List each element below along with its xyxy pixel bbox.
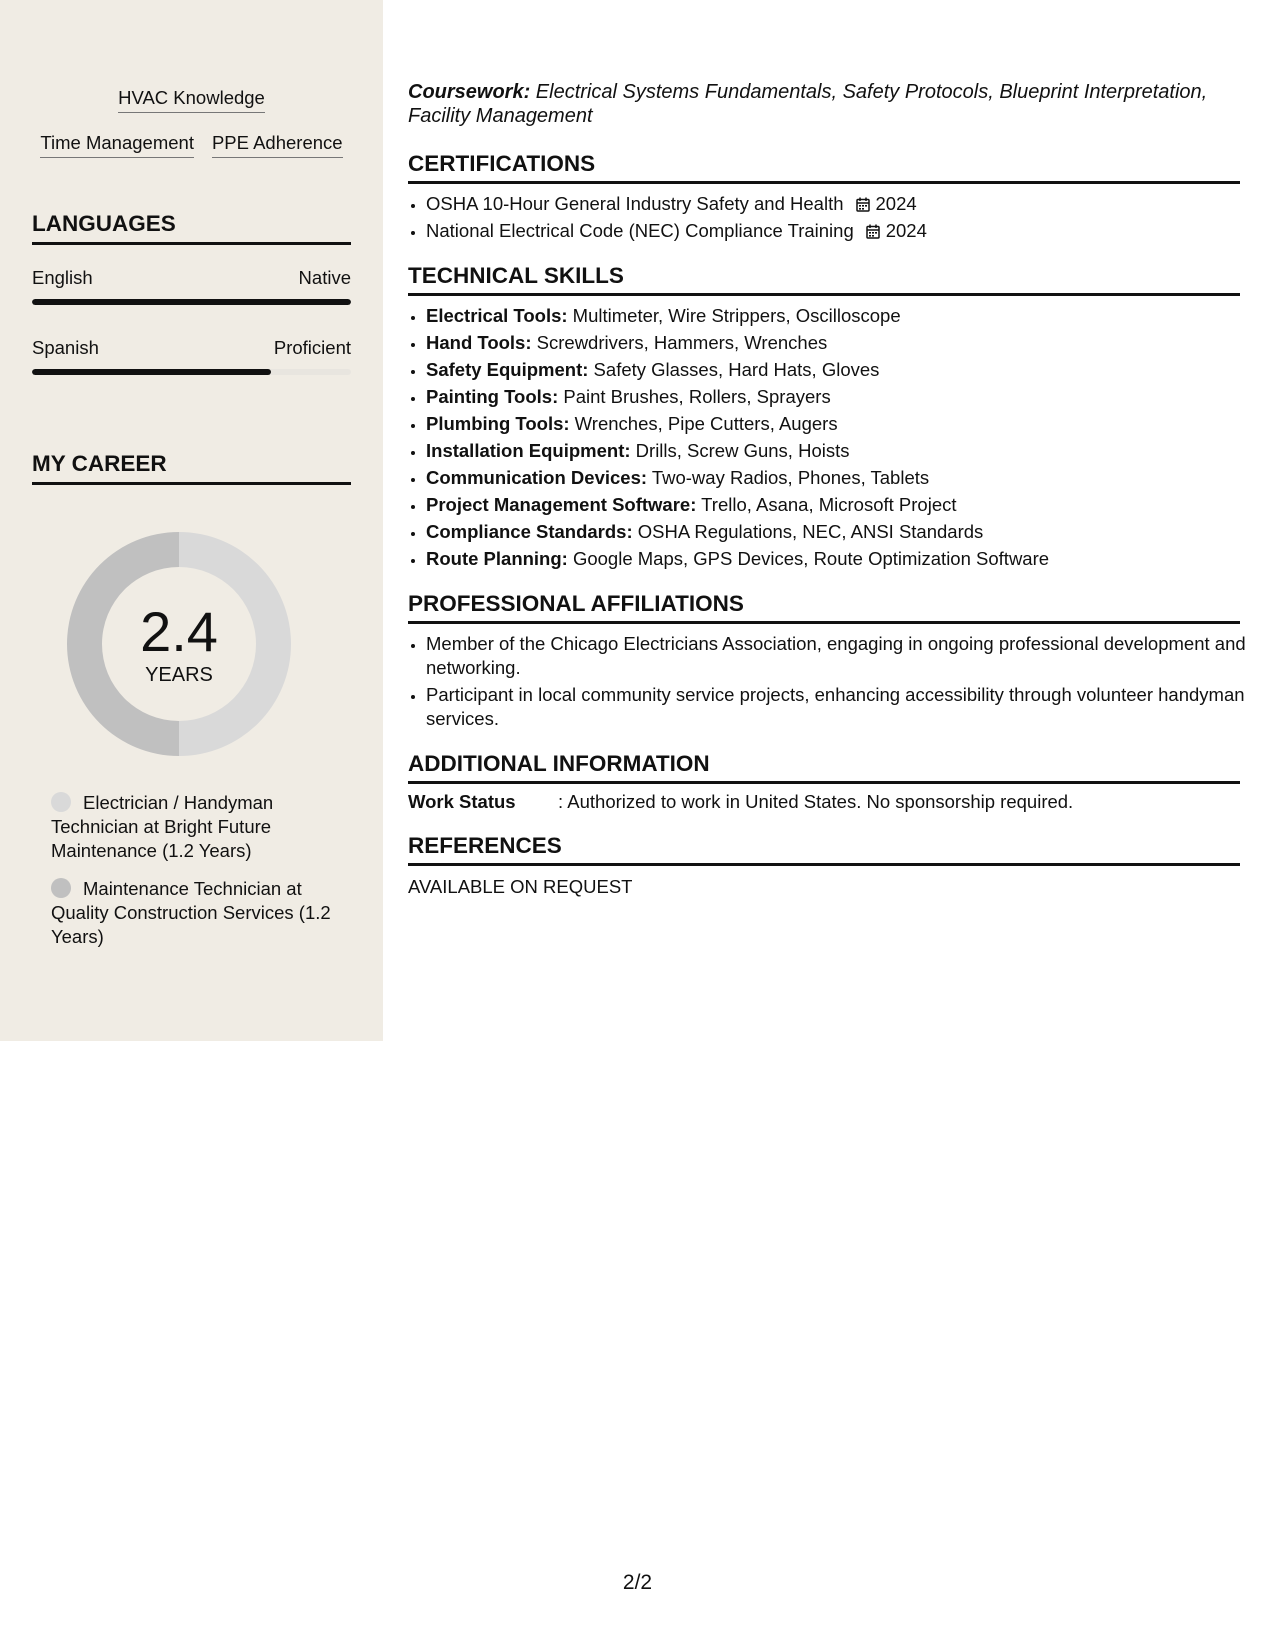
skills-row (0, 87, 383, 113)
coursework-label: Coursework: (408, 81, 531, 103)
languages-heading: LANGUAGES (32, 211, 351, 245)
references-text: AVAILABLE ON REQUEST (408, 876, 633, 897)
legend-dot (51, 878, 71, 898)
skill-item (426, 491, 1258, 518)
skill-item (426, 545, 1258, 572)
career-legend-text: Electrician / Handyman Technician at Bright Future Maintenance (1.2 Years) (51, 792, 274, 861)
skill-value: Google Maps, GPS Devices, Route Optimization Software (567, 548, 1050, 569)
career-legend-item (51, 877, 341, 949)
skill-label: Installation Equipment: (426, 440, 631, 461)
work-status-label: Work Status (408, 791, 516, 812)
skill-item (426, 383, 1258, 410)
skill-value: Screwdrivers, Hammers, Wrenches (531, 332, 828, 353)
skill-item (426, 518, 1258, 545)
language-row (32, 337, 351, 359)
certification-year: 2024 (875, 193, 917, 214)
coursework-text: Electrical Systems Fundamentals, Safety Protocols, Blueprint Interpretation, Facility Management (408, 81, 1208, 127)
language-bar-fill (32, 299, 351, 305)
skill-label: Hand Tools: (426, 332, 532, 353)
certification-name: OSHA 10-Hour General Industry Safety and Health (426, 193, 844, 214)
skill-value: Drills, Screw Guns, Hoists (630, 440, 850, 461)
work-status-row (408, 790, 1240, 814)
certifications-heading: CERTIFICATIONS (408, 151, 1240, 184)
skill-label: Electrical Tools: (426, 305, 568, 326)
skill-value: Safety Glasses, Hard Hats, Gloves (588, 359, 880, 380)
certification-year: 2024 (885, 220, 927, 241)
skill-label: Project Management Software: (426, 494, 697, 515)
language-bar (32, 299, 351, 305)
language-level: Proficient (273, 337, 351, 358)
skill-value: Multimeter, Wire Strippers, Oscilloscope (567, 305, 901, 326)
references-heading: REFERENCES (408, 833, 1240, 866)
affiliation-item: • Participant in local community service projects, enhancing accessibility through volunteer handyman services. (426, 683, 1258, 731)
skill-label: Route Planning: (426, 548, 568, 569)
page-number: 2/2 (622, 1571, 653, 1594)
career-heading: MY CAREER (32, 451, 351, 485)
skill-label: Plumbing Tools: (426, 413, 570, 434)
affiliations-heading: PROFESSIONAL AFFILIATIONS (408, 591, 1240, 624)
certification-item (426, 190, 1258, 217)
career-legend-text: Maintenance Technician at Quality Construction Services (1.2 Years) (51, 878, 331, 947)
technical-skills-list (408, 302, 1258, 572)
skill-tag: HVAC Knowledge (118, 87, 265, 113)
skill-label: Safety Equipment: (426, 359, 589, 380)
additional-info-heading: ADDITIONAL INFORMATION (408, 751, 1240, 784)
certifications-list (408, 190, 1258, 244)
coursework (408, 80, 1240, 128)
skill-value: Paint Brushes, Rollers, Sprayers (558, 386, 831, 407)
skill-value: Wrenches, Pipe Cutters, Augers (569, 413, 838, 434)
skill-value: Trello, Asana, Microsoft Project (696, 494, 957, 515)
skill-item (426, 302, 1258, 329)
career-donut-chart (66, 531, 292, 757)
career-legend-item (51, 791, 341, 863)
skill-label: Painting Tools: (426, 386, 559, 407)
language-name: Spanish (32, 337, 99, 358)
calendar-icon (866, 224, 880, 239)
skill-item (426, 464, 1258, 491)
skill-label: Communication Devices: (426, 467, 648, 488)
work-status-value: : Authorized to work in United States. No sponsorship required. (558, 791, 1074, 812)
skill-value: OSHA Regulations, NEC, ANSI Standards (632, 521, 984, 542)
skill-value: Two-way Radios, Phones, Tablets (647, 467, 930, 488)
certification-item (426, 217, 1258, 244)
skill-item (426, 329, 1258, 356)
career-total-unit: YEARS (145, 664, 213, 686)
skills-row (0, 132, 383, 158)
skill-item (426, 356, 1258, 383)
skill-label: Compliance Standards: (426, 521, 633, 542)
language-name: English (32, 267, 93, 288)
affiliation-item: • Member of the Chicago Electricians Association, engaging in ongoing professional development and networking. (426, 632, 1258, 680)
skill-tag: PPE Adherence (212, 132, 343, 158)
legend-dot (51, 792, 71, 812)
skill-item (426, 437, 1258, 464)
sidebar (0, 0, 383, 1041)
language-bar-fill (32, 369, 271, 375)
language-row (32, 267, 351, 289)
skill-item (426, 410, 1258, 437)
calendar-icon (856, 197, 870, 212)
certification-name: National Electrical Code (NEC) Compliance Training (426, 220, 854, 241)
affiliations-list (408, 632, 1258, 734)
language-bar (32, 369, 351, 375)
technical-skills-heading: TECHNICAL SKILLS (408, 263, 1240, 296)
skill-tag: Time Management (40, 132, 194, 158)
language-level: Native (298, 267, 351, 288)
career-total-years: 2.4 (140, 600, 218, 663)
